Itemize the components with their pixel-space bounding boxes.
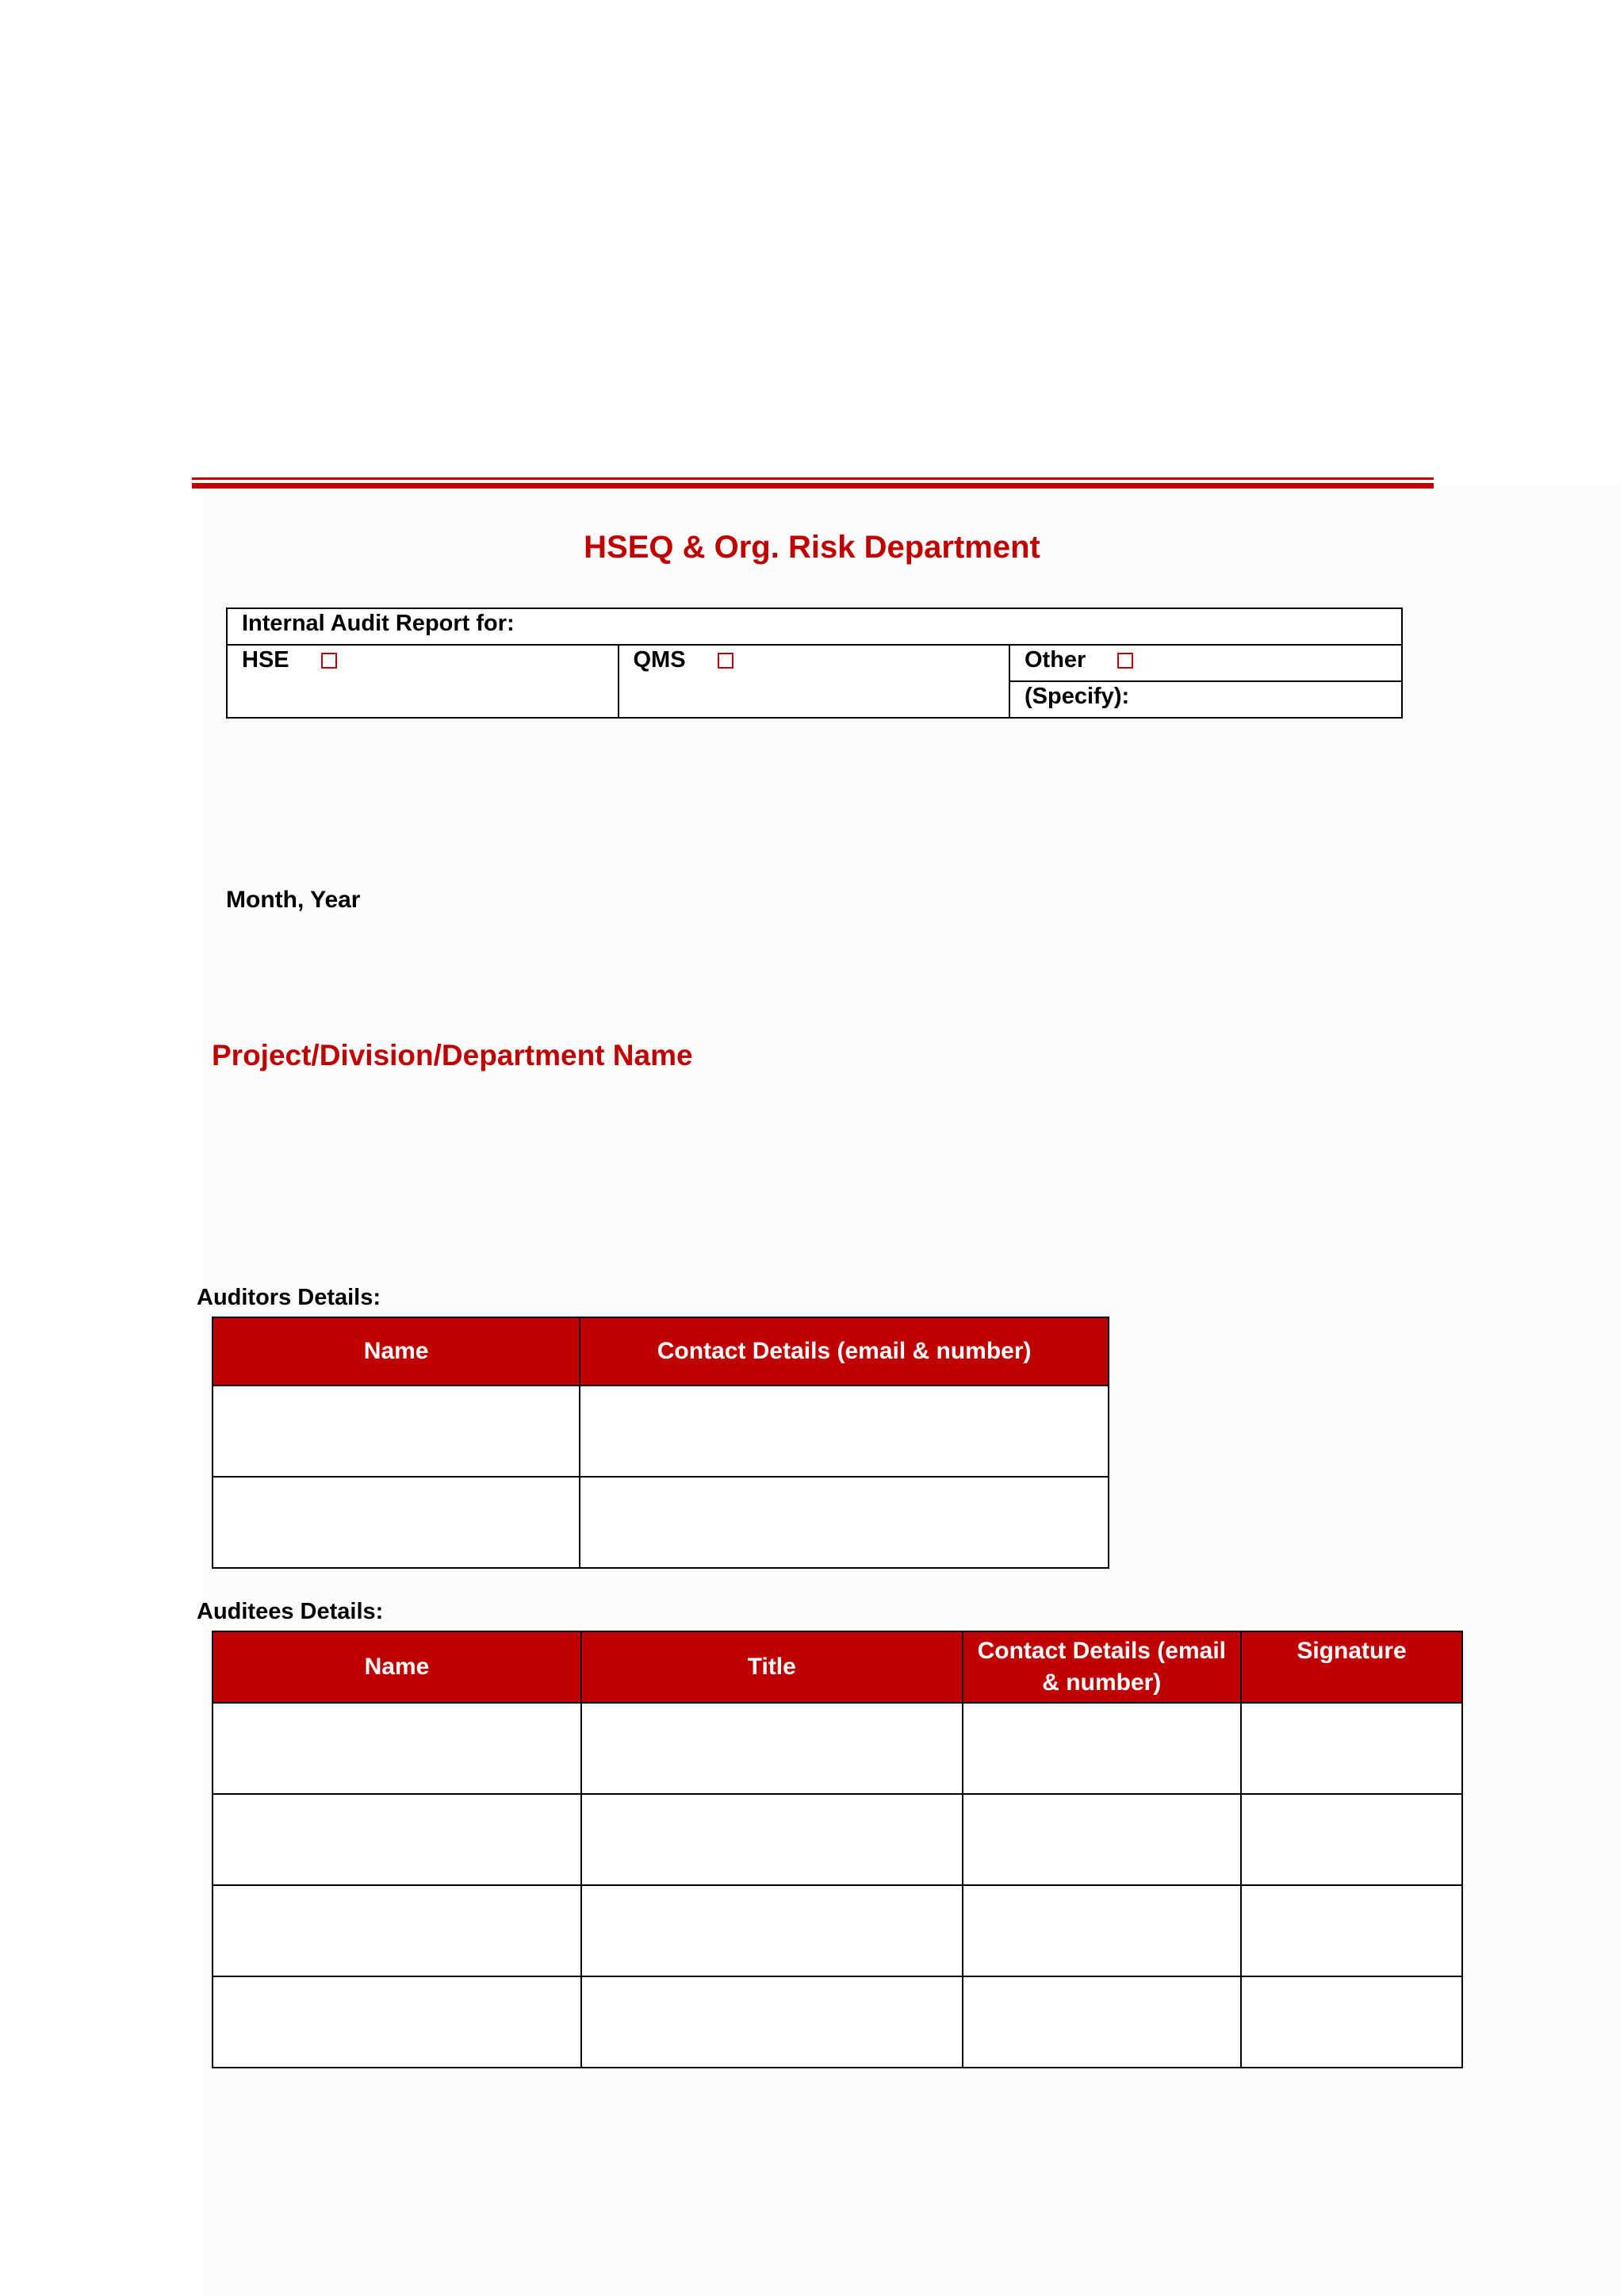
table-cell[interactable]	[580, 1386, 1109, 1477]
table-cell[interactable]	[213, 1703, 581, 1794]
audit-type-table	[226, 608, 1403, 719]
qms-checkbox[interactable]	[718, 653, 733, 669]
hse-checkbox[interactable]	[321, 653, 337, 669]
table-cell[interactable]	[1241, 1794, 1462, 1885]
table-cell[interactable]	[963, 1885, 1241, 1976]
auditees-name-header: Name	[213, 1631, 581, 1703]
table-cell[interactable]	[1241, 1703, 1462, 1794]
table-row	[213, 1703, 1462, 1794]
table-cell[interactable]	[213, 1976, 581, 2068]
auditors-label: Auditors Details:	[197, 1285, 381, 1310]
qms-label: QMS	[633, 647, 686, 673]
table-cell[interactable]	[581, 1885, 963, 1976]
header-rule-thin	[192, 477, 1434, 480]
hse-label: HSE	[242, 647, 289, 673]
table-cell[interactable]	[581, 1703, 963, 1794]
table-cell[interactable]	[963, 1976, 1241, 2068]
project-name: Project/Division/Department Name	[212, 1039, 693, 1071]
table-row	[213, 1794, 1462, 1885]
specify-field[interactable]	[1009, 681, 1402, 718]
audit-type-heading: Internal Audit Report for:	[227, 608, 1402, 645]
auditees-label: Auditees Details:	[197, 1599, 384, 1624]
auditors-name-header: Name	[213, 1317, 580, 1386]
table-cell[interactable]	[1241, 1976, 1462, 2068]
specify-label: (Specify):	[1025, 684, 1130, 709]
table-cell[interactable]	[963, 1794, 1241, 1885]
qms-option	[619, 645, 1010, 718]
table-cell[interactable]	[213, 1794, 581, 1885]
table-cell[interactable]	[213, 1885, 581, 1976]
auditees-signature-header: Signature	[1241, 1631, 1462, 1703]
table-cell[interactable]	[581, 1976, 963, 2068]
header-rule-thick	[192, 483, 1434, 489]
department-title: HSEQ & Org. Risk Department	[584, 530, 1040, 565]
table-row	[213, 1477, 1109, 1568]
other-checkbox[interactable]	[1117, 653, 1133, 669]
table-cell[interactable]	[580, 1477, 1109, 1568]
table-cell[interactable]	[1241, 1885, 1462, 1976]
table-cell[interactable]	[963, 1703, 1241, 1794]
table-cell[interactable]	[213, 1477, 580, 1568]
table-cell[interactable]	[213, 1386, 580, 1477]
auditees-contact-header: Contact Details (email & number)	[963, 1631, 1241, 1703]
table-cell[interactable]	[581, 1794, 963, 1885]
table-row	[213, 1976, 1462, 2068]
table-row	[213, 1885, 1462, 1976]
auditors-contact-header: Contact Details (email & number)	[580, 1317, 1109, 1386]
other-option	[1009, 645, 1402, 681]
table-row	[213, 1386, 1109, 1477]
auditees-title-header: Title	[581, 1631, 963, 1703]
auditors-table	[212, 1317, 1109, 1569]
hse-option	[227, 645, 619, 718]
month-year: Month, Year	[226, 887, 361, 913]
other-label: Other	[1025, 647, 1086, 673]
auditees-table	[212, 1631, 1463, 2068]
